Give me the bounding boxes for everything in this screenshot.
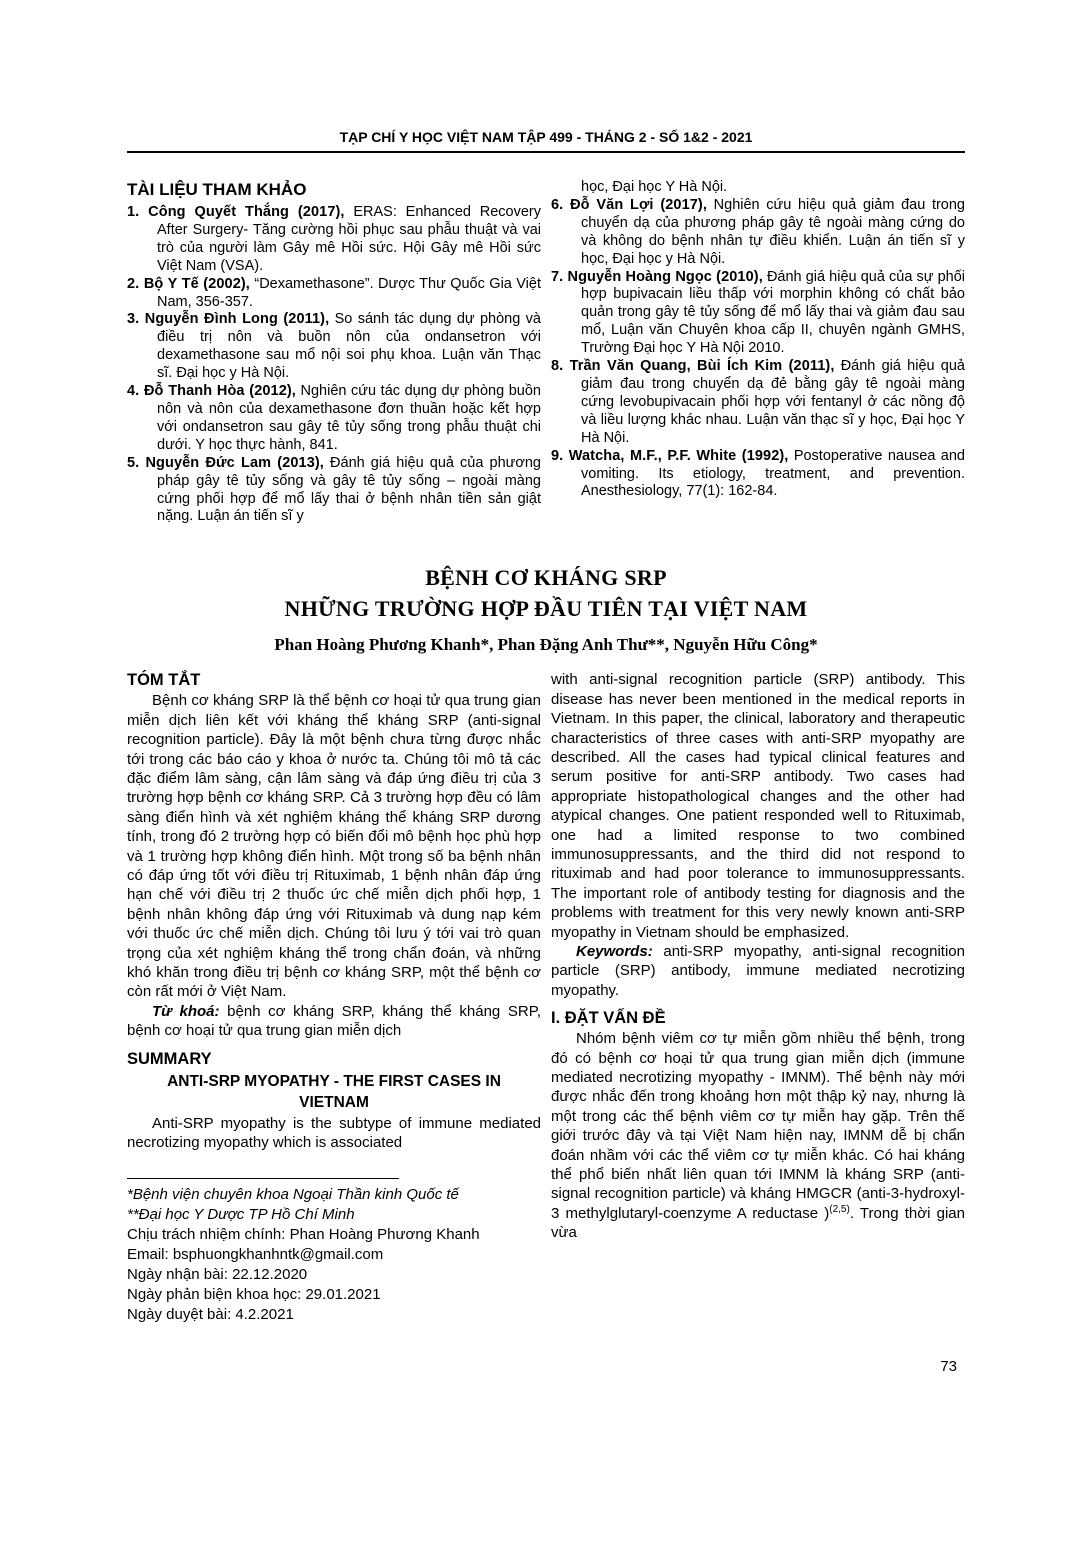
body-right-column <box>551 670 965 1325</box>
keywords-en-text: anti-SRP myopathy, anti-signal recognition particle (SRP) antibody, immune mediated necrotizing myopathy. <box>551 943 965 999</box>
corresponding-email: Email: bsphuongkhanhntk@gmail.com <box>127 1246 384 1264</box>
footnote-divider <box>127 1178 399 1179</box>
article-title-line1: BỆNH CƠ KHÁNG SRP <box>425 565 667 591</box>
introduction-text-2: . Trong thời gian vừa <box>551 1204 965 1242</box>
reference-citation: 7. Nguyễn Hoàng Ngọc (2010), <box>551 268 763 285</box>
keywords-vi-text: bệnh cơ kháng SRP, kháng thể kháng SRP, bệnh cơ hoại tử qua trung gian miễn dịch <box>127 1002 541 1040</box>
introduction-paragraph <box>551 1029 965 1242</box>
reference-item <box>551 358 965 448</box>
references-left-column <box>127 179 541 526</box>
reference-text: ERAS: Enhanced Recovery After Surgery- Tăng cường hồi phục sau phẫu thuật và vai trò của người làm Gây mê Hồi sức. Hội Gây mê Hồi sức Việt Nam (VSA). <box>157 204 541 274</box>
body-left-column <box>127 670 541 1325</box>
abstract-en-paragraph-left: Anti-SRP myopathy is the subtype of immune mediated necrotizing myopathy which is associated <box>127 1114 541 1152</box>
page-number: 73 <box>940 1358 957 1375</box>
reference-citation: 6. Đỗ Văn Lợi (2017), <box>551 196 707 213</box>
keywords-en-label: Keywords: <box>576 943 653 960</box>
reference-item <box>127 204 541 276</box>
authors-line: Phan Hoàng Phương Khanh*, Phan Đặng Anh Thư**, Nguyễn Hữu Công* <box>274 635 818 655</box>
keywords-vi-label: Từ khoá: <box>152 1002 220 1020</box>
article-title-block <box>127 562 965 656</box>
date-received: Ngày nhận bài: 22.12.2020 <box>127 1266 308 1284</box>
date-reviewed: Ngày phản biện khoa học: 29.01.2021 <box>127 1286 381 1304</box>
reference-citation: 8. Trần Văn Quang, Bùi Ích Kim (2011), <box>551 358 835 375</box>
reference-text: So sánh tác dụng dự phòng và điều trị nôn và buồn nôn của ondansetron với dexamethasone sau mổ nội soi phụ khoa. Luận văn Thạc sĩ. Đại học y Hà Nội. <box>157 311 541 382</box>
summary-title: ANTI-SRP MYOPATHY - THE FIRST CASES IN VIETNAM <box>167 1072 501 1112</box>
citation-superscript: (2,5) <box>829 1203 850 1215</box>
article-title-line2: NHỮNG TRƯỜNG HỢP ĐẦU TIÊN TẠI VIỆT NAM <box>284 596 808 622</box>
reference-continuation: học, Đại học Y Hà Nội. <box>581 179 728 195</box>
reference-citation: 4. Đỗ Thanh Hòa (2012), <box>127 383 296 400</box>
abstract-vi-paragraph: Bệnh cơ kháng SRP là thể bệnh cơ hoại tử qua trung gian miễn dịch liên kết với kháng thể kháng SRP (anti-signal recognition particle). Đây là một bệnh chưa từng được nhắc tới trong các báo cáo y khoa ở nước ta. Chúng tôi mô tả các đặc điểm lâm sàng, cận lâm sàng và đáp ứng điều trị của 3 trường hợp bệnh cơ kháng SRP. Cả 3 trường hợp đều có lâm sàng điển hình và xét nghiệm kháng thể kháng SRP dương tính, trong đó 2 trường hợp có biến đổi mô bệnh học phù hợp và 1 trường hợp không điển hình. Một trong số ba bệnh nhân có đáp ứng tốt với điều trị Rituximab, 1 bệnh nhân đáp ứng hạn chế với điều trị 2 thuốc ức chế miễn dịch phối hợp, 1 bệnh nhân không đáp ứng với Rituximab và dung nạp kém với thuốc ức chế miễn dịch. Chúng tôi lưu ý tới vai trò quan trọng của xét nghiệm kháng thể trong chẩn đoán, và những khó khăn trong điều trị bệnh cơ kháng SRP, một thể bệnh cơ còn rất mới ở Việt Nam. <box>127 692 541 1001</box>
reference-citation: 3. Nguyễn Đình Long (2011), <box>127 311 330 328</box>
references-section <box>127 179 965 526</box>
reference-text: Đánh giá hiệu quả của sự phối hợp bupivacain liều thấp với morphin không có chất bảo quản trong gây tê tủy sống để mổ lấy thai và giảm đau sau mổ, Luận văn Chuyên khoa cấp II, chuyên ngành GMHS, Trường Đại học Y Hà Nội 2010. <box>581 268 965 357</box>
reference-text: Đánh giá hiệu quả của phương pháp gây tê tủy sống và gây tê tủy sống – ngoài màng cứng phối hợp để mổ lấy thai ở bệnh nhân tiền sản giật nặng. Luận án tiến sĩ y <box>157 454 541 525</box>
reference-item <box>127 311 541 383</box>
reference-item <box>551 448 965 502</box>
summary-heading: SUMMARY <box>127 1049 212 1068</box>
reference-citation: 2. Bộ Y Tế (2002), <box>127 275 250 292</box>
affiliation-1: *Bệnh viện chuyên khoa Ngoại Thần kinh Quốc tế <box>127 1186 459 1204</box>
reference-text: Nghiên cứu tác dụng dự phòng buồn nôn và nôn của dexamethasone đơn thuần hoặc kết hợp với ondansetron sau gây tê tủy sống trong phẫu thuật chi dưới. Y học thực hành, 841. <box>157 383 541 453</box>
introduction-heading: I. ĐẶT VẤN ĐỀ <box>551 1009 666 1028</box>
keywords-en <box>551 942 965 1000</box>
header-divider <box>127 151 965 153</box>
references-heading: TÀI LIỆU THAM KHẢO <box>127 180 307 199</box>
reference-citation: 1. Công Quyết Thắng (2017), <box>127 204 345 220</box>
corresponding-author: Chịu trách nhiệm chính: Phan Hoàng Phương Khanh <box>127 1226 480 1244</box>
reference-item <box>127 455 541 527</box>
reference-item <box>127 276 541 312</box>
footnote-block <box>127 1178 541 1325</box>
abstract-vi-heading: TÓM TẮT <box>127 671 201 690</box>
reference-text: Nghiên cứu hiệu quả giảm đau trong chuyển dạ của phương pháp gây tê ngoài màng cứng do và không do bệnh nhân tự điều khiển. Luận án tiến sĩ y học, Đại học y Hà Nội. <box>581 196 965 267</box>
reference-citation: 5. Nguyễn Đức Lam (2013), <box>127 454 324 471</box>
reference-citation: 9. Watcha, M.F., P.F. White (1992), <box>551 447 789 464</box>
affiliation-2: **Đại học Y Dược TP Hồ Chí Minh <box>127 1206 355 1224</box>
journal-running-head: TẠP CHÍ Y HỌC VIỆT NAM TẬP 499 - THÁNG 2 - SỐ 1&2 - 2021 <box>339 129 753 145</box>
keywords-vi <box>127 1002 541 1041</box>
article-body-section <box>127 670 965 1325</box>
date-accepted: Ngày duyệt bài: 4.2.2021 <box>127 1306 294 1324</box>
reference-item <box>551 269 965 359</box>
reference-item <box>551 197 965 269</box>
abstract-en-paragraph-right: with anti-signal recognition particle (SRP) antibody. This disease has never been mentioned in the medical reports in Vietnam. In this paper, the clinical, laboratory and therapeutic characteristics of three cases with anti-SRP myopathy are described. All the cases had typical clinical features and serum positive for anti-SRP antibody. Two cases had appropriate histopathological changes and the other had atypical changes. One patient responded well to Rituximab, one had a limited response to two combined immunosuppressants, and the third did not respond to rituximab and had poor tolerance to immunosuppressants. The important role of antibody testing for diagnosis and the problems with treatment for this very newly known anti-SRP myopathy in Vietnam should be emphasized. <box>551 671 965 941</box>
references-right-column <box>551 179 965 526</box>
reference-text: Đánh giá hiệu quả giảm đau trong chuyển dạ đẻ bằng gây tê ngoài màng cứng levobupivacain phối hợp với fentanyl ở các nồng độ và liều lượng khác nhau. Luận văn thạc sĩ y học, Đại học Y Hà Nội. <box>581 358 965 446</box>
page <box>127 0 965 1325</box>
reference-text: Postoperative nausea and vomiting. Its etiology, treatment, and prevention. Anesthesiology, 77(1): 162-84. <box>581 447 965 500</box>
reference-text: “Dexamethasone”. Dược Thư Quốc Gia Việt Nam, 356-357. <box>157 275 541 310</box>
introduction-text-1: Nhóm bệnh viêm cơ tự miễn gồm nhiều thể bệnh, trong đó có bệnh cơ hoại tử qua trung gian miễn dịch (immune mediated necrotizing myopathy - IMNM). Thể bệnh này mới được nhắc đến trong khoảng hơn một thập kỷ nay, nhưng là một trong các thể bệnh viêm cơ tự miễn hay gặp. Trên thế giới trước đây và tại Việt Nam hiện nay, IMNM dễ bị chẩn đoán nhầm với các thể viêm cơ tự miễn khác. Có hai kháng thể phổ biến nhất liên quan tới IMNM là kháng SRP (anti-signal recognition particle) và kháng HMGCR (anti-3-hydroxyl-3 methylglutaryl-coenzyme A reductase ) <box>551 1030 965 1222</box>
reference-item <box>127 383 541 455</box>
